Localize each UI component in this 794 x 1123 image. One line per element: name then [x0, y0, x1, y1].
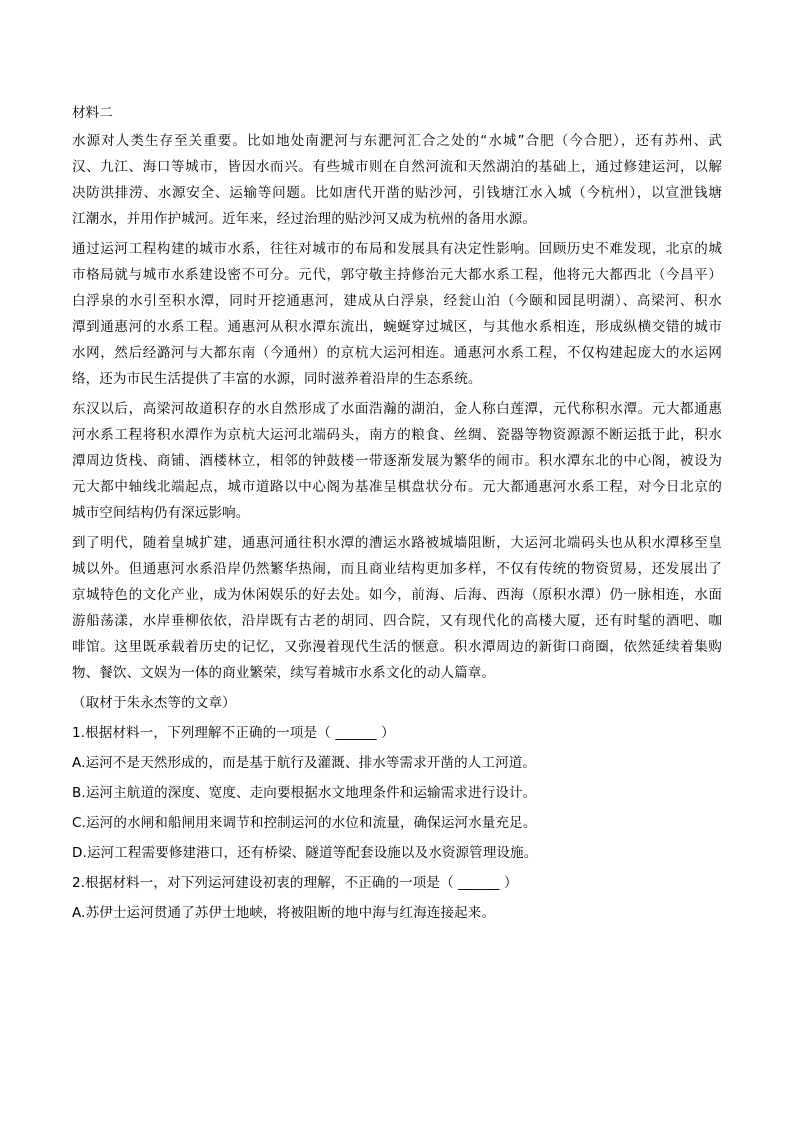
question-stem: 2.根据材料一，对下列运河建设初衷的理解，不正确的一项是（ ______ ）	[72, 875, 518, 891]
text-line: 潭周边货栈、商铺、酒楼林立，相邻的钟鼓楼一带逐渐发展为繁华的闹市。积水潭东北的中心阁，被设为	[72, 453, 722, 469]
text-line: 到了明代，随着皇城扩建，通惠河通往积水潭的漕运水路被城墙阻断，大运河北端码头也从积水潭移至皇	[72, 535, 722, 551]
section-title: 材料二	[72, 105, 113, 121]
text-line: 汉、九江、海口等城市，皆因水而兴。有些城市则在自然河流和天然湖泊的基础上，通过修建运河，以解	[72, 159, 722, 175]
text-line: 水源对人类生存至关重要。比如地处南淝河与东淝河汇合之处的“水城”合肥（今合肥），还有苏州、武	[72, 133, 722, 149]
paragraph-3	[72, 396, 722, 526]
text-line: 东汉以后，高梁河故道积存的水自然形成了水面浩瀚的湖泊，金人称白莲潭，元代称积水潭。元大都通惠	[72, 401, 722, 417]
option-b: B.运河主航道的深度、宽度、走向要根据水文地理条件和运输需求进行设计。	[72, 785, 537, 801]
text-line: 潭到通惠河的水系工程。通惠河从积水潭东流出，蜿蜒穿过城区，与其他水系相连，形成纵横交错的城市	[72, 319, 722, 335]
option-a: A.运河不是天然形成的，而是基于航行及灌溉、排水等需求开凿的人工河道。	[72, 755, 537, 771]
text-line: 白浮泉的水引至积水潭，同时开挖通惠河，建成从白浮泉，经瓮山泊（今颐和园昆明湖）、高梁河、积水	[72, 293, 722, 309]
text-line: 河水系工程将积水潭作为京杭大运河北端码头，南方的粮食、丝绸、瓷器等物资源源不断运抵于此，积水	[72, 427, 722, 443]
text-line: 水网，然后经潞河与大都东南（今通州）的京杭大运河相连。通惠河水系工程，不仅构建起庞大的水运网	[72, 345, 722, 361]
text-line: 络，还为市民生活提供了丰富的水源，同时滋养着沿岸的生态系统。	[72, 371, 482, 387]
paragraph-1	[72, 128, 722, 232]
text-line: 游船荡漾，水岸垂柳依依，沿岸既有古老的胡同、四合院，又有现代化的高楼大厦，还有时髦的酒吧、咖	[72, 613, 722, 629]
option-a: A.苏伊士运河贯通了苏伊士地峡，将被阻断的地中海与红海连接起来。	[72, 905, 496, 921]
text-line: 啡馆。这里既承载着历史的记忆，又弥漫着现代生活的惬意。积水潭周边的新街口商圈，依然延续着集购	[72, 639, 722, 655]
paragraph-2	[72, 236, 722, 392]
source-note: （取材于朱永杰等的文章）	[72, 695, 236, 711]
question-2	[72, 870, 722, 926]
text-line: 京城特色的文化产业，成为休闲娱乐的好去处。如今，前海、后海、西海（原积水潭）仍一脉相连，水面	[72, 587, 722, 603]
text-line: 江潮水，并用作护城河。近年来，经过治理的贴沙河又成为杭州的备用水源。	[72, 211, 537, 227]
text-line: 市格局就与城市水系建设密不可分。元代，郭守敬主持修治元大都水系工程，他将元大都西北（今昌平）	[72, 267, 722, 283]
question-stem: 1.根据材料一，下列理解不正确的一项是（ ______ ）	[72, 725, 395, 741]
text-line: 城以外。但通惠河水系沿岸仍然繁华热闹，而且商业结构更加多样，不仅有传统的物资贸易，还发展出了	[72, 561, 722, 577]
text-line: 决防洪排涝、水源安全、运输等问题。比如唐代开凿的贴沙河，引钱塘江水入城（今杭州），以宣泄钱塘	[72, 185, 722, 201]
document-page	[72, 100, 722, 930]
option-d: D.运河工程需要修建港口，还有桥梁、隧道等配套设施以及水资源管理设施。	[72, 845, 538, 861]
option-c: C.运河的水闸和船闸用来调节和控制运河的水位和流量，确保运河水量充足。	[72, 815, 537, 831]
question-1	[72, 720, 722, 866]
text-line: 元大都中轴线北端起点，城市道路以中心阁为基准呈棋盘状分布。元大都通惠河水系工程，对今日北京的	[72, 479, 722, 495]
text-line: 城市空间结构仍有深远影响。	[72, 505, 250, 521]
text-line: 通过运河工程构建的城市水系，往往对城市的布局和发展具有决定性影响。回顾历史不难发现，北京的城	[72, 241, 722, 257]
text-line: 物、餐饮、文娱为一体的商业繁荣，续写着城市水系文化的动人篇章。	[72, 665, 496, 681]
paragraph-4	[72, 530, 722, 686]
